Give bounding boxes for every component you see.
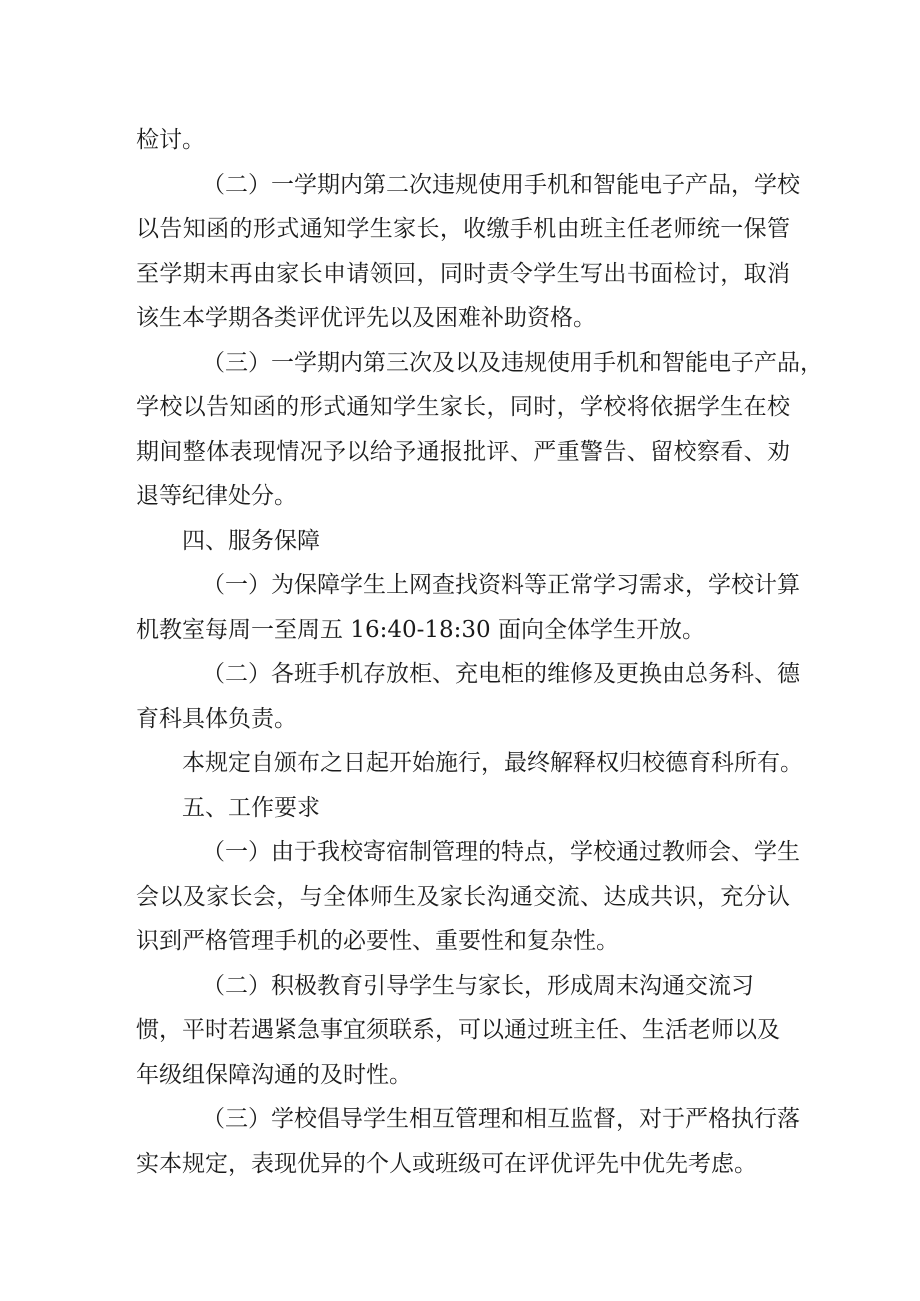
text-line: 该生本学期各类评优评先以及困难补助资格。 bbox=[136, 305, 596, 331]
text-line: （二）各班手机存放柜、充电柜的维修及更换由总务科、德 bbox=[202, 661, 800, 687]
text-line: 育科具体负责。 bbox=[136, 705, 297, 732]
text-line: 实本规定，表现优异的个人或班级可在评优评先中优先考虑。 bbox=[136, 1150, 757, 1177]
text-line: （二）积极教育引导学生与家长，形成周末沟通交流习 bbox=[202, 972, 754, 999]
text-line: 至学期末再由家长申请领回，同时责令学生写出书面检讨，取消 bbox=[136, 260, 790, 287]
text-line: 检讨。 bbox=[136, 127, 205, 153]
text-line: 本规定自颁布之日起开始施行，最终解释权归校德育科所有。 bbox=[182, 750, 803, 776]
text-line: 期间整体表现情况予以给予通报批评、严重警告、留校察看、劝 bbox=[136, 438, 790, 465]
document-body bbox=[136, 118, 826, 1186]
text-line: （一）为保障学生上网查找资料等正常学习需求，学校计算 bbox=[202, 572, 800, 598]
text-line: 会以及家长会，与全体师生及家长沟通交流、达成共识，充分认 bbox=[136, 883, 790, 910]
text-line: （二）一学期内第二次违规使用手机和智能电子产品，学校 bbox=[202, 171, 800, 198]
text-line: 惯，平时若遇紧急事宜须联系，可以通过班主任、生活老师以及 bbox=[136, 1017, 780, 1043]
text-line: 四、服务保障 bbox=[182, 527, 320, 554]
text-line: 机教室每周一至周五 16:40-18:30 面向全体学生开放。 bbox=[136, 616, 705, 643]
text-line: 年级组保障沟通的及时性。 bbox=[136, 1061, 412, 1088]
text-line: （三）一学期内第三次及以及违规使用手机和智能电子产品， bbox=[202, 349, 823, 376]
text-line: （一）由于我校寄宿制管理的特点，学校通过教师会、学生 bbox=[202, 839, 800, 865]
text-line: 学校以告知函的形式通知学生家长，同时，学校将依据学生在校 bbox=[136, 394, 790, 420]
text-line: （三）学校倡导学生相互管理和相互监督，对于严格执行落 bbox=[202, 1106, 800, 1132]
text-line: 识到严格管理手机的必要性、重要性和复杂性。 bbox=[136, 928, 619, 954]
text-line: 五、工作要求 bbox=[182, 794, 320, 821]
text-line: 退等纪律处分。 bbox=[136, 483, 297, 509]
text-line: 以告知函的形式通知学生家长，收缴手机由班主任老师统一保管 bbox=[136, 216, 790, 242]
